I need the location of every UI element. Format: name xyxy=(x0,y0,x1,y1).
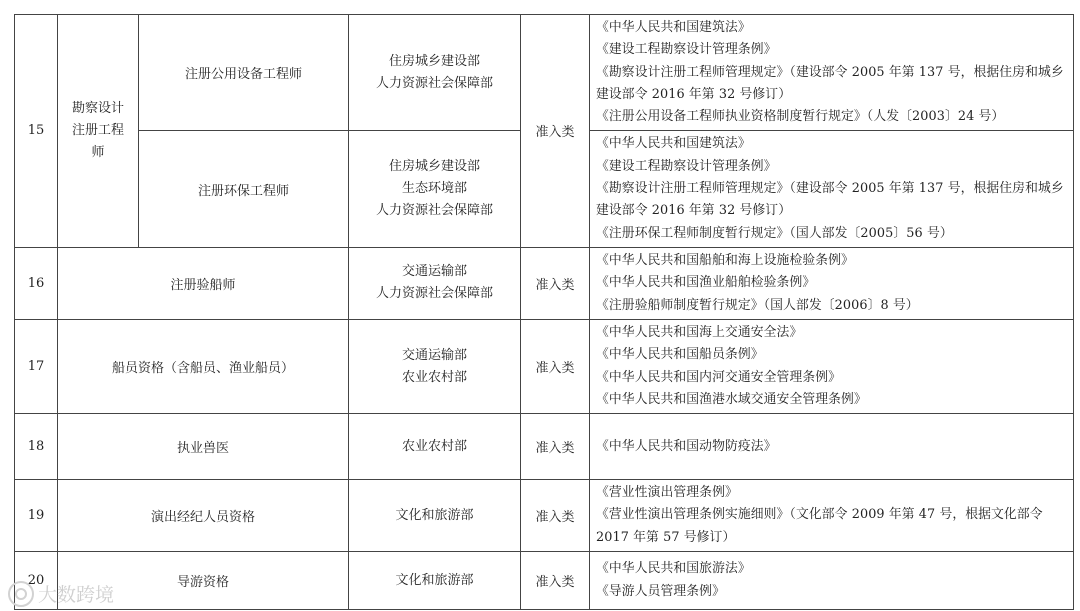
law-basis-cell: 《中华人民共和国建筑法》 《建设工程勘察设计管理条例》 《勘察设计注册工程师管理规定》（建设部令 2005 年第 137 号，根据住房和城乡建设部令 2016 年第 32 号修订） 《注册公用设备工程师执业资格制度暂行规定》（人发〔2003〕24 号） xyxy=(590,15,1074,131)
table-row xyxy=(15,480,1074,552)
watermark-logo-icon xyxy=(8,581,34,607)
qualification-name: 演出经纪人员资格 xyxy=(58,480,349,552)
qualification-name: 导游资格 xyxy=(58,552,349,610)
table-row xyxy=(15,552,1074,610)
row-number: 15 xyxy=(15,15,58,248)
law-basis-cell: 《营业性演出管理条例》 《营业性演出管理条例实施细则》（文化部令 2009 年第 47 号，根据文化部令 2017 年第 57 号修订） xyxy=(590,480,1074,552)
department-cell: 住房城乡建设部 生态环境部 人力资源社会保障部 xyxy=(349,131,521,247)
qualification-name: 船员资格（含船员、渔业船员） xyxy=(58,319,349,413)
qualification-name: 注册公用设备工程师 xyxy=(139,15,349,131)
watermark xyxy=(8,580,114,607)
department-cell: 交通运输部 农业农村部 xyxy=(349,319,521,413)
department-cell: 农业农村部 xyxy=(349,414,521,480)
watermark-text: 大数跨境 xyxy=(38,584,115,606)
table-row xyxy=(15,319,1074,413)
law-basis-cell: 《中华人民共和国动物防疫法》 xyxy=(590,414,1074,480)
table-row xyxy=(15,414,1074,480)
law-basis-cell: 《中华人民共和国建筑法》 《建设工程勘察设计管理条例》 《勘察设计注册工程师管理规定》（建设部令 2005 年第 137 号，根据住房和城乡建设部令 2016 年第 32 号修订） 《注册环保工程师制度暂行规定》（国人部发〔2005〕56 号） xyxy=(590,131,1074,247)
row-number: 20 xyxy=(15,552,58,610)
qualification-name: 执业兽医 xyxy=(58,414,349,480)
row-number: 18 xyxy=(15,414,58,480)
qualification-table xyxy=(14,14,1074,610)
qualification-name: 注册环保工程师 xyxy=(139,131,349,247)
department-cell: 文化和旅游部 xyxy=(349,552,521,610)
table-row xyxy=(15,247,1074,319)
row-number: 17 xyxy=(15,319,58,413)
type-cell: 准入类 xyxy=(521,15,590,248)
type-cell: 准入类 xyxy=(521,480,590,552)
department-cell: 交通运输部 人力资源社会保障部 xyxy=(349,247,521,319)
table-row xyxy=(15,15,1074,131)
row-number: 19 xyxy=(15,480,58,552)
type-cell: 准入类 xyxy=(521,552,590,610)
row-number: 16 xyxy=(15,247,58,319)
type-cell: 准入类 xyxy=(521,414,590,480)
law-basis-cell: 《中华人民共和国船舶和海上设施检验条例》 《中华人民共和国渔业船舶检验条例》 《注册验船师制度暂行规定》（国人部发〔2006〕8 号） xyxy=(590,247,1074,319)
law-basis-cell: 《中华人民共和国旅游法》 《导游人员管理条例》 xyxy=(590,552,1074,610)
category-name: 勘察设计 注册工程 师 xyxy=(58,15,139,248)
law-basis-cell: 《中华人民共和国海上交通安全法》 《中华人民共和国船员条例》 《中华人民共和国内河交通安全管理条例》 《中华人民共和国渔港水域交通安全管理条例》 xyxy=(590,319,1074,413)
qualification-name: 注册验船师 xyxy=(58,247,349,319)
department-cell: 住房城乡建设部 人力资源社会保障部 xyxy=(349,15,521,131)
type-cell: 准入类 xyxy=(521,319,590,413)
type-cell: 准入类 xyxy=(521,247,590,319)
department-cell: 文化和旅游部 xyxy=(349,480,521,552)
